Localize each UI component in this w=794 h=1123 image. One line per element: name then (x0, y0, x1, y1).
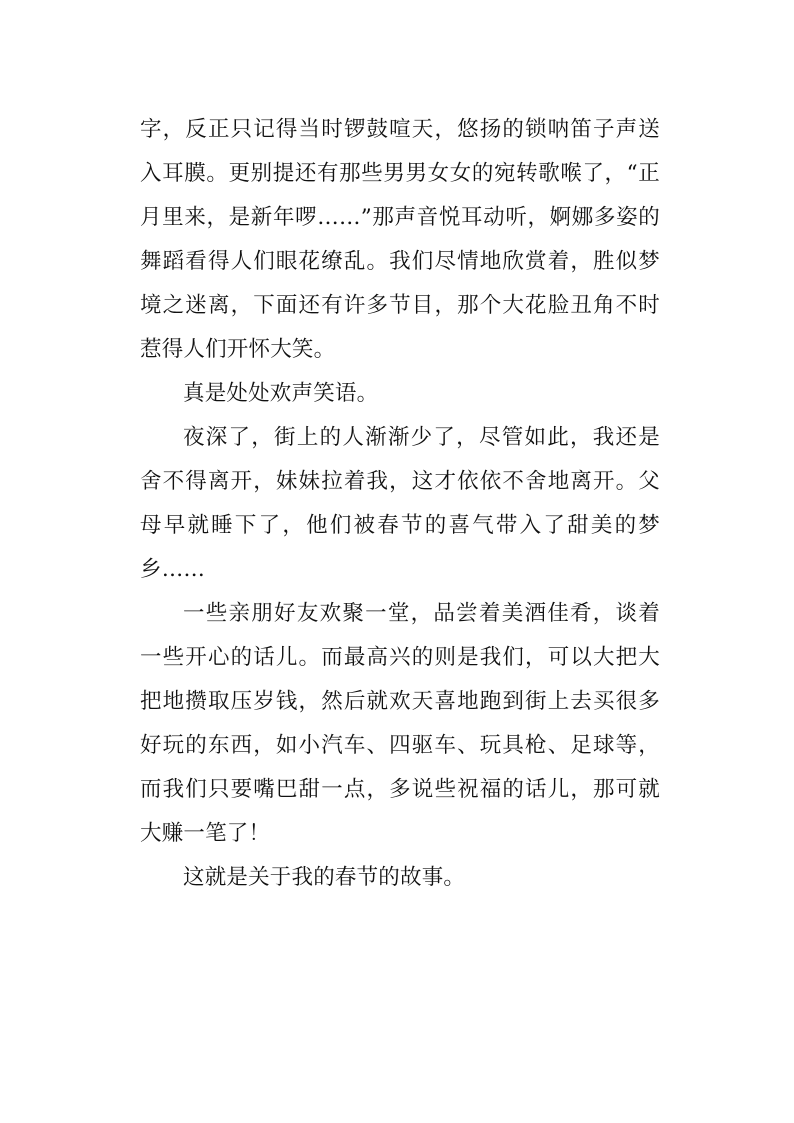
document-body (140, 108, 660, 900)
paragraph-1: 字，反正只记得当时锣鼓喧天，悠扬的锁呐笛子声送入耳膜。更别提还有那些男男女女的宛转歌喉了，“正月里来，是新年啰……”那声音悦耳动听，婀娜多姿的舞蹈看得人们眼花缭乱。我们尽情地欣赏着，胜似梦境之迷离，下面还有许多节目，那个大花脸丑角不时惹得人们开怀大笑。 (140, 117, 660, 362)
paragraph-4: 一些亲朋好友欢聚一堂，品尝着美酒佳肴，谈着一些开心的话儿。而最高兴的则是我们，可以大把大把地攒取压岁钱，然后就欢天喜地跑到街上去买很多好玩的东西，如小汽车、四驱车、玩具枪、足球等，而我们只要嘴巴甜一点，多说些祝福的话儿，那可就大赚一笔了！ (140, 601, 660, 846)
paragraph-3: 夜深了，街上的人渐渐少了，尽管如此，我还是舍不得离开，妹妹拉着我，这才依依不舍地离开。父母早就睡下了，他们被春节的喜气带入了甜美的梦乡…… (140, 425, 660, 582)
paragraph-5: 这就是关于我的春节的故事。 (183, 865, 466, 890)
paragraph-2: 真是处处欢声笑语。 (183, 381, 379, 406)
